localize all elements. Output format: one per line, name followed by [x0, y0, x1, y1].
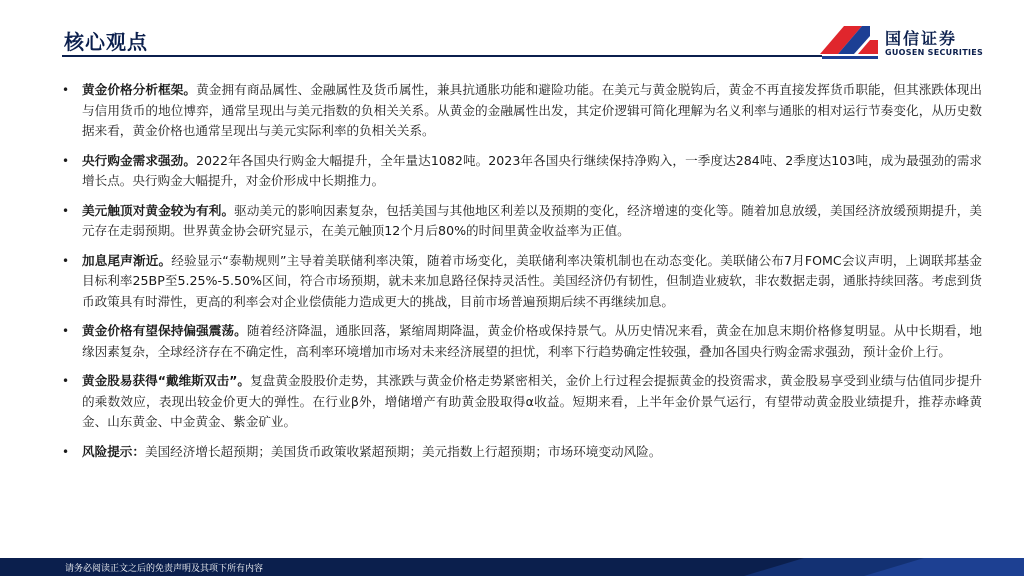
- point-body: 驱动美元的影响因素复杂，包括美国与其他地区利差以及预期的变化，经济增速的变化等。随着加息放缓，美国经济放缓预期提升，美元存在走弱预期。世界黄金协会研究显示，在美元触顶12个月后80%的时间里黄金收益率为正值。: [82, 202, 983, 238]
- point-title: 风险提示：: [82, 443, 145, 459]
- footer-bar: [0, 558, 1024, 576]
- logo-english-name: GUOSEN SECURITIES: [885, 48, 984, 57]
- footer-disclaimer: 请务必阅读正文之后的免责声明及其项下所有内容: [65, 564, 264, 574]
- list-item: [62, 371, 982, 433]
- point-body: 2022年各国央行购金大幅提升，全年量达1082吨。2023年各国央行继续保持净购入，一季度达284吨、2季度达103吨，成为最强劲的需求增长点。央行购金大幅提升，对金价形成中长期推力。: [82, 152, 982, 188]
- point-title: 美元触顶对黄金较为有利。: [82, 202, 235, 218]
- list-item: [62, 151, 982, 192]
- bullet-icon: •: [62, 83, 70, 97]
- point-body: 复盘黄金股股价走势，其涨跌与黄金价格走势紧密相关，金价上行过程会提振黄金的投资需求，黄金股易享受到业绩与估值同步提升的乘数效应，表现出较金价更大的弹性。在行业β外，增储增产有助黄金股取得α收益。短期来看，上半年金价景气运行，有望带动黄金股业绩提升，推荐赤峰黄金、山东黄金、中金黄金、紫金矿业。: [82, 373, 983, 429]
- list-item: [62, 201, 982, 242]
- bullet-icon: •: [62, 444, 70, 459]
- bullet-icon: •: [62, 374, 70, 388]
- list-item: [62, 80, 982, 142]
- point-title: 央行购金需求强劲。: [82, 152, 197, 168]
- page-title: 核心观点: [64, 30, 148, 54]
- bullet-icon: •: [62, 324, 70, 338]
- bullet-icon: •: [62, 203, 70, 218]
- list-item: [62, 442, 982, 463]
- list-item: [62, 321, 982, 362]
- point-title: 加息尾声渐近。: [82, 252, 172, 268]
- list-item: [62, 251, 982, 313]
- logo-chinese-name: 国信证券: [885, 29, 958, 48]
- point-body: 经验显示“泰勒规则”主导着美联储利率决策，随着市场变化，美联储利率决策机制也在动态变化。美联储公布7月FOMC会议声明，上调联邦基金目标利率25BP至5.25%-5.50%区间，符合市场预期，就未来加息路径保持灵活性。美国经济仍有韧性，但制造业疲软，非农数据走弱，通胀持续回落。考虑到货币政策具有时滞性，更高的利率会对企业偿债能力造成更大的挑战，目前市场普遍预期后续不再继续加息。: [82, 252, 982, 309]
- bullet-icon: •: [62, 253, 70, 268]
- point-body: 黄金拥有商品属性、金融属性及货币属性，兼具抗通胀功能和避险功能。在美元与黄金脱钩后，黄金不再直接发挥货币职能，但其涨跌体现出与信用货币的地位博弈，通常呈现出与美元指数的负相关关系。从黄金的金融属性出发，其定价逻辑可简化理解为名义利率与通胀的相对运行节奏变化，从历史数据来看，黄金价格也通常呈现出与美元实际利率的负相关关系。: [82, 82, 983, 138]
- key-points-list: [62, 80, 982, 471]
- footer-decoration-icon: [684, 558, 1024, 576]
- point-body: 随着经济降温，通胀回落，紧缩周期降温，黄金价格或保持景气。从历史情况来看，黄金在加息末期价格修复明显。从中长期看，地缘因素复杂，全球经济存在不确定性，高利率环境增加市场对未来经济展望的担忧，利率下行趋势确定性较强，叠加各国央行购金需求强劲，预计金价上行。: [82, 323, 983, 359]
- header: [0, 0, 1024, 64]
- point-title: 黄金价格分析框架。: [82, 82, 197, 97]
- bullet-icon: •: [62, 153, 70, 168]
- title-divider: [62, 55, 822, 57]
- point-title: 黄金股易获得“戴维斯双击”。: [82, 373, 251, 388]
- point-title: 黄金价格有望保持偏强震荡。: [82, 323, 247, 338]
- brand-logo: [818, 22, 1008, 62]
- point-body: 美国经济增长超预期；美国货币政策收紧超预期；美元指数上行超预期；市场环境变动风险。: [144, 443, 662, 459]
- guosen-logo-icon: [818, 22, 880, 60]
